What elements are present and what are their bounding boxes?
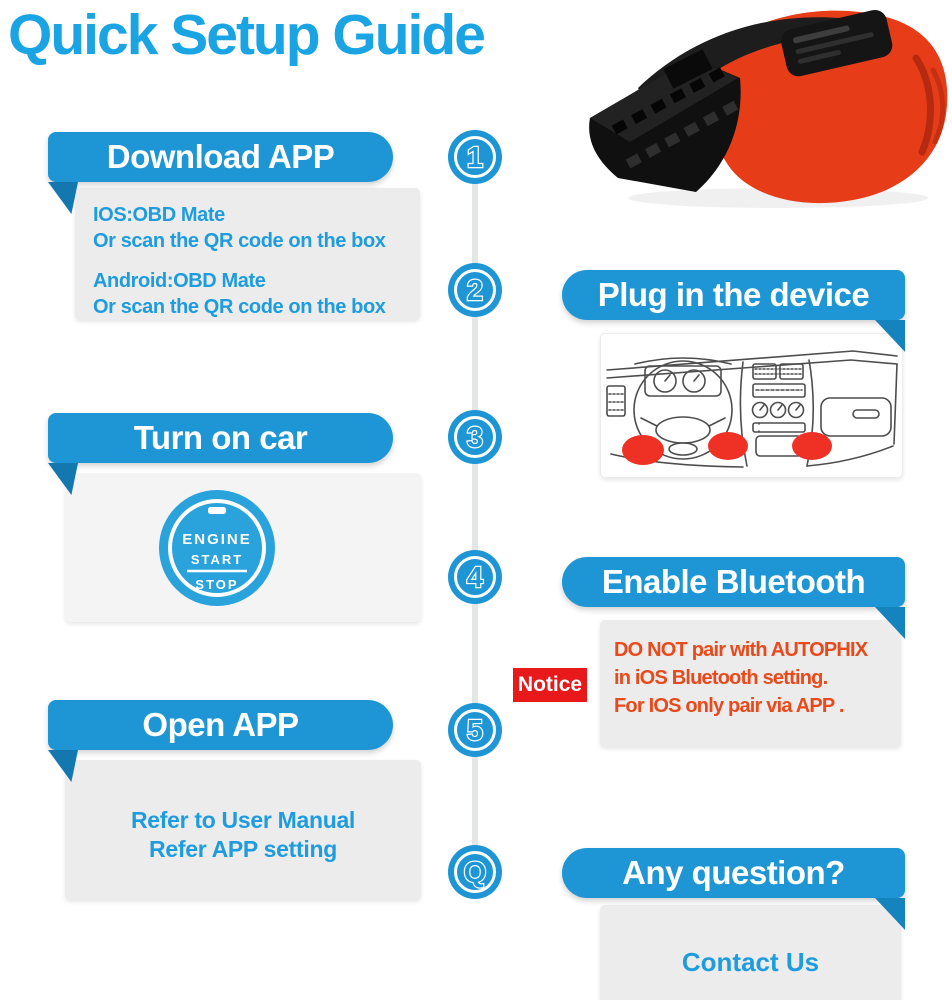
engine-start-stop-button bbox=[155, 486, 279, 610]
warning-line-1: DO NOT pair with AUTOPHIX bbox=[614, 639, 868, 661]
android-line-2: Or scan the QR code on the box bbox=[93, 296, 386, 318]
open-app-panel bbox=[65, 760, 421, 900]
step-2-number: 2 bbox=[466, 275, 484, 307]
step-1-number: 1 bbox=[466, 142, 484, 174]
step-2-badge bbox=[447, 262, 503, 318]
engine-button-indicator bbox=[208, 507, 226, 514]
refer-line-2: Refer APP setting bbox=[149, 836, 337, 862]
car-dashboard-diagram bbox=[601, 334, 902, 477]
turn-on-car-banner bbox=[48, 413, 393, 463]
stop-label: STOP bbox=[195, 577, 239, 592]
step-question-letter: Q bbox=[463, 857, 487, 889]
ios-line-2: Or scan the QR code on the box bbox=[93, 230, 386, 252]
contact-us-text: Contact Us bbox=[681, 947, 820, 977]
step-3-number: 3 bbox=[466, 422, 484, 454]
download-app-banner bbox=[48, 132, 393, 182]
notice-badge: Notice bbox=[513, 668, 587, 702]
obd-port-location-marker bbox=[622, 435, 664, 465]
warning-line-3: For IOS only pair via APP . bbox=[614, 695, 844, 717]
step-4-number: 4 bbox=[466, 562, 484, 594]
open-app-banner-label: Open APP bbox=[142, 706, 299, 743]
enable-bluetooth-banner-label: Enable Bluetooth bbox=[601, 563, 866, 600]
open-app-instructions bbox=[65, 806, 421, 864]
step-4-badge bbox=[447, 549, 503, 605]
download-instructions bbox=[93, 202, 386, 320]
glove-box bbox=[821, 398, 891, 436]
step-question-badge bbox=[447, 844, 503, 900]
any-question-panel bbox=[600, 905, 901, 1000]
obd-port-location-marker bbox=[792, 432, 832, 460]
open-app-banner bbox=[48, 700, 393, 750]
start-label: START bbox=[190, 552, 244, 567]
turn-on-car-banner-label: Turn on car bbox=[133, 419, 308, 456]
plug-in-device-banner bbox=[562, 270, 905, 320]
step-5-badge bbox=[447, 702, 503, 758]
ios-line-1: IOS:OBD Mate bbox=[93, 204, 225, 226]
download-app-banner-label: Download APP bbox=[106, 138, 335, 175]
obd-port-location-marker bbox=[708, 432, 748, 460]
bluetooth-warning-text bbox=[614, 636, 867, 720]
enable-bluetooth-banner bbox=[562, 557, 905, 607]
any-question-banner-label: Any question? bbox=[622, 854, 845, 891]
step-1-badge bbox=[447, 129, 503, 185]
android-line-1: Android:OBD Mate bbox=[93, 270, 266, 292]
plug-in-device-banner-label: Plug in the device bbox=[597, 276, 870, 313]
step-3-badge bbox=[447, 409, 503, 465]
refer-line-1: Refer to User Manual bbox=[130, 807, 356, 833]
warning-line-2: in iOS Bluetooth setting. bbox=[614, 667, 828, 689]
plug-in-device-panel bbox=[600, 333, 903, 478]
page-title: Quick Setup Guide bbox=[8, 3, 484, 67]
bluetooth-warning-panel bbox=[600, 620, 901, 747]
banner-fold bbox=[48, 182, 78, 214]
step-5-number: 5 bbox=[466, 715, 484, 747]
turn-on-car-panel bbox=[65, 473, 421, 622]
obd2-device-photo bbox=[578, 0, 952, 212]
download-app-panel bbox=[75, 188, 420, 320]
any-question-banner bbox=[562, 848, 905, 898]
engine-label: ENGINE bbox=[182, 531, 252, 548]
